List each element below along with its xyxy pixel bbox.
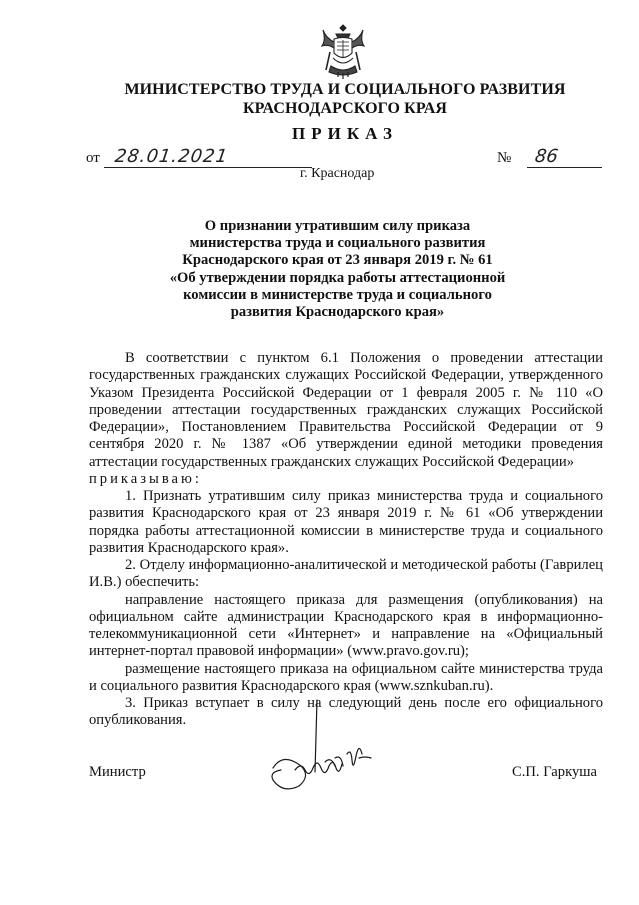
ministry-name-line1: МИНИСТЕРСТВО ТРУДА И СОЦИАЛЬНОГО РАЗВИТИЯ bbox=[124, 81, 566, 98]
body-paragraph: 1. Признать утратившим силу приказ министерства труда и социального развития Краснодарского края от 23 января 2019 г. № 61 «Об утверждении порядка работы аттестационной комиссии в министерстве труда и социального развития Краснодарского края». bbox=[89, 488, 603, 556]
body-paragraph: размещение настоящего приказа на официальном сайте министерства труда и социального развития Краснодарского края (www.sznkuban.ru). bbox=[89, 660, 603, 694]
handwritten-signature bbox=[265, 698, 380, 798]
signatory-title: Министр bbox=[89, 764, 146, 780]
body-paragraph: направление настоящего приказа для размещения (опубликования) на официальном сайте администрации Краснодарского края в информационно-телекоммуникационной сети «Интернет» и направление на «Официальный интернет-портал правовой информации» (www.pravo.gov.ru); bbox=[89, 591, 603, 660]
city: г. Краснодар bbox=[300, 166, 375, 181]
handwritten-date: 28.01.2021 bbox=[113, 146, 230, 167]
body-paragraph: 2. Отделу информационно-аналитической и методической работы (Гаврилец И.В.) обеспечить: bbox=[89, 557, 603, 591]
signatory-name: С.П. Гаркуша bbox=[512, 764, 597, 780]
document-type: ПРИКАЗ bbox=[292, 124, 398, 143]
heading-line: Краснодарского края от 23 января 2019 г. № 61 bbox=[182, 252, 493, 269]
handwritten-number: 86 bbox=[533, 146, 560, 167]
document-body bbox=[89, 350, 603, 730]
date-prefix: от bbox=[86, 150, 100, 166]
ministry-name-line2: КРАСНОДАРСКОГО КРАЯ bbox=[242, 100, 448, 117]
body-paragraph: 3. Приказ вступает в силу на следующий день после его официального опубликования. bbox=[89, 695, 603, 729]
number-label: № bbox=[497, 150, 512, 166]
document-heading bbox=[110, 218, 565, 321]
coat-of-arms-icon bbox=[321, 22, 365, 80]
heading-line: «Об утверждении порядка работы аттестационной bbox=[169, 269, 506, 286]
heading-line: министерства труда и социального развития bbox=[189, 235, 486, 252]
number-underline bbox=[527, 167, 602, 168]
date-underline bbox=[104, 167, 312, 168]
heading-line: комиссии в министерстве труда и социального bbox=[183, 286, 492, 303]
order-keyword: приказываю: bbox=[89, 470, 202, 487]
heading-line: О признании утратившим силу приказа bbox=[204, 218, 471, 234]
heading-line: развития Краснодарского края» bbox=[230, 304, 445, 321]
body-paragraph: В соответствии с пунктом 6.1 Положения о проведении аттестации государственных гражданских служащих Российской Федерации, утвержденного Указом Президента Российской Федерации от 1 февраля 2005 г. № 110 «О проведении аттестации государственных гражданских служащих Российской Федерации», Постановлением Правительства Российской Федерации от 9 сентября 2020 г. № 1387 «Об утверждении единой методики проведения аттестации государственных гражданских служащих Российской Федерации» bbox=[89, 350, 603, 470]
